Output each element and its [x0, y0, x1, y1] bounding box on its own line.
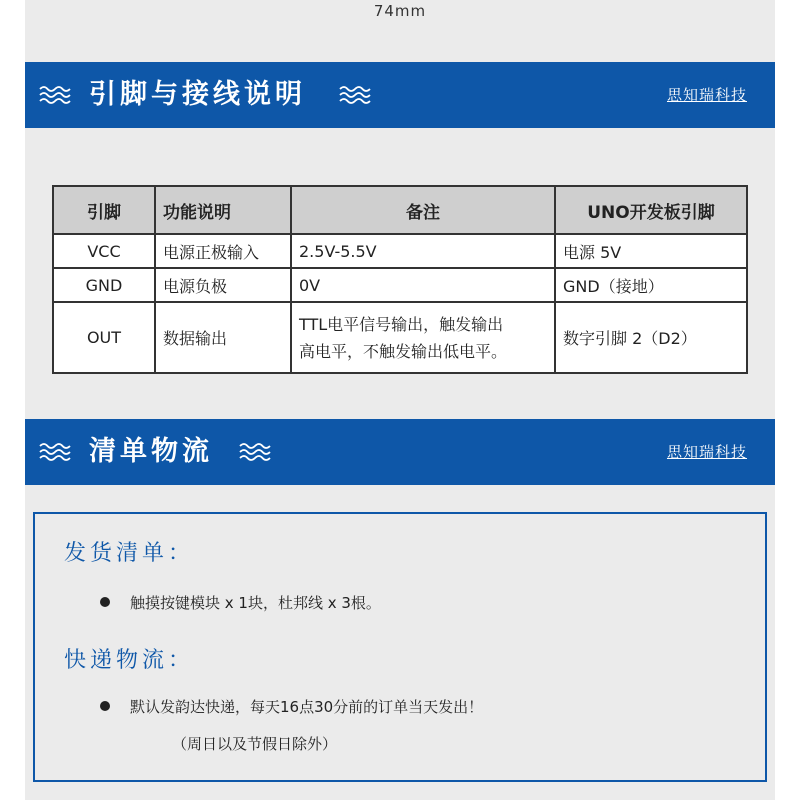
wave-icon	[39, 84, 71, 104]
wave-icon	[339, 84, 371, 104]
uno-pin-cell: 数字引脚 2（D2）	[555, 302, 747, 373]
logistics-item: 默认发韵达快递，每天16点30分前的订单当天发出！	[130, 698, 484, 716]
pin-table	[52, 185, 748, 374]
dimension-label: 74mm	[373, 2, 427, 20]
section-banner-pins	[25, 62, 775, 128]
note-cell	[291, 302, 555, 373]
table-row	[53, 268, 747, 302]
uno-pin-cell: 电源 5V	[555, 234, 747, 268]
section-title: 清单物流	[89, 436, 213, 467]
pin-cell: VCC	[53, 234, 155, 268]
logistics-title: 快递物流：	[64, 648, 195, 673]
pin-cell: OUT	[53, 302, 155, 373]
bullet-icon	[100, 701, 110, 711]
header-pin: 引脚	[53, 186, 155, 234]
shipping-list-item: 触摸按键模块 x 1块，杜邦线 x 3根。	[130, 594, 381, 612]
note-line: TTL电平信号输出，触发输出	[299, 314, 504, 334]
note-cell: 0V	[291, 268, 555, 302]
uno-pin-cell: GND（接地）	[555, 268, 747, 302]
header-uno-pin: UNO开发板引脚	[555, 186, 747, 234]
function-cell: 数据输出	[155, 302, 291, 373]
wave-icon	[239, 441, 271, 461]
brand-link[interactable]: 思知瑞科技	[666, 86, 747, 104]
note-cell: 2.5V-5.5V	[291, 234, 555, 268]
table-row	[53, 234, 747, 268]
shipping-list-title: 发货清单：	[64, 541, 195, 566]
brand-link[interactable]: 思知瑞科技	[666, 443, 747, 461]
pin-cell: GND	[53, 268, 155, 302]
header-note: 备注	[291, 186, 555, 234]
table-header-row	[53, 186, 747, 234]
header-function: 功能说明	[155, 186, 291, 234]
bullet-icon	[100, 597, 110, 607]
function-cell: 电源负极	[155, 268, 291, 302]
note-line: 高电平，不触发输出低电平。	[299, 341, 508, 361]
function-cell: 电源正极输入	[155, 234, 291, 268]
section-banner-logistics	[25, 419, 775, 485]
logistics-note: （周日以及节假日除外）	[172, 735, 338, 753]
table-row	[53, 302, 747, 373]
wave-icon	[39, 441, 71, 461]
section-title: 引脚与接线说明	[89, 79, 306, 110]
